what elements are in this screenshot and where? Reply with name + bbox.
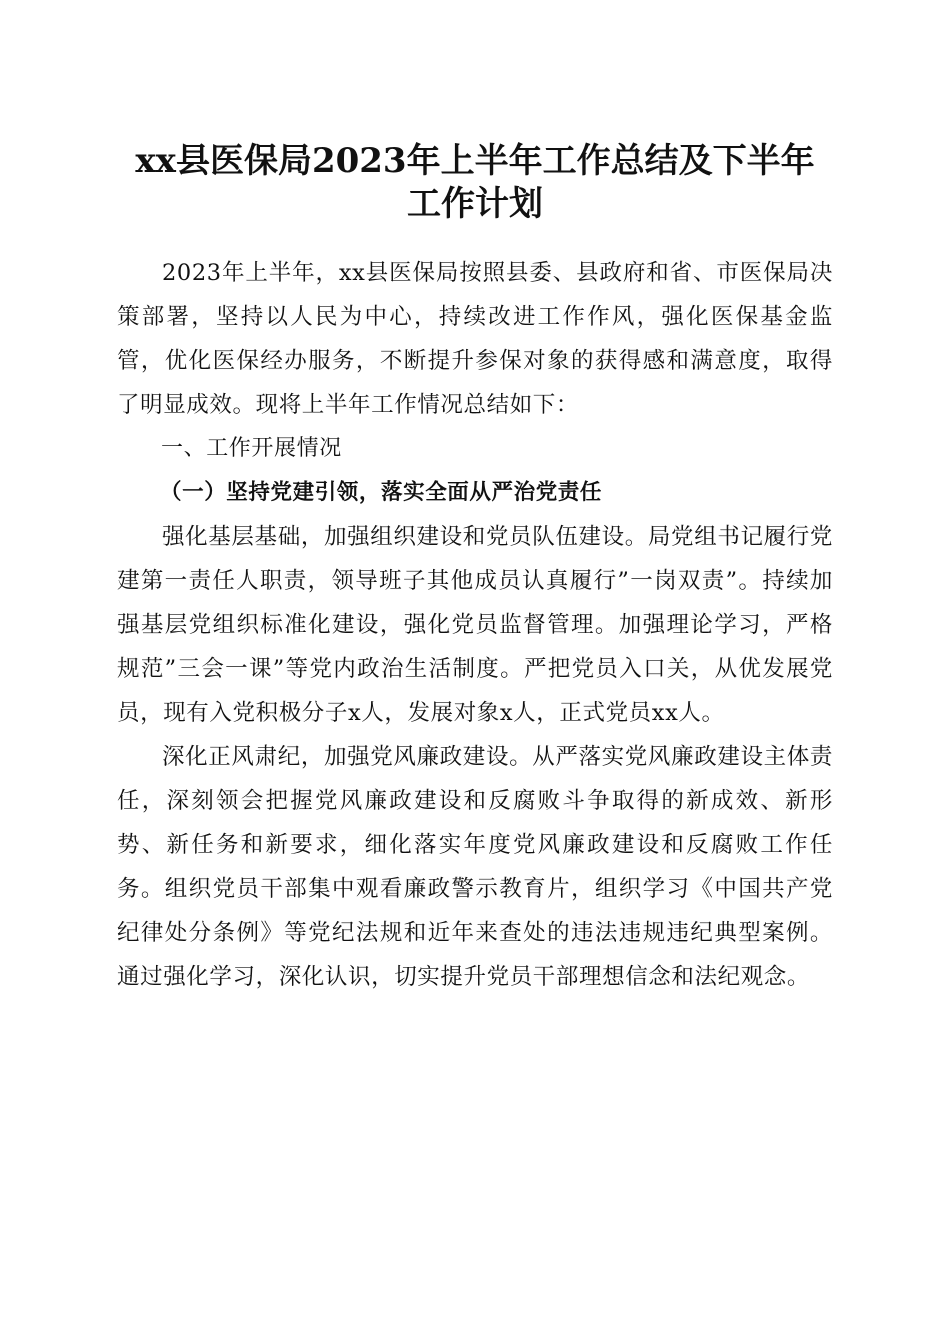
document-body [117, 251, 833, 999]
body-paragraph-1: 强化基层基础，加强组织建设和党员队伍建设。局党组书记履行党建第一责任人职责，领导班子其他成员认真履行”一岗双责”。持续加强基层党组织标准化建设，强化党员监督管理。加强理论学习，严格规范”三会一课”等党内政治生活制度。严把党员入口关，从优发展党员，现有入党积极分子x人，发展对象x人，正式党员xx人。 [117, 524, 833, 726]
document-title-line-1: xx县医保局2023年上半年工作总结及下半年 [135, 141, 815, 181]
body-paragraph-2: 深化正风肃纪，加强党风廉政建设。从严落实党风廉政建设主体责任，深刻领会把握党风廉政建设和反腐败斗争取得的新成效、新形势、新任务和新要求，细化落实年度党风廉政建设和反腐败工作任务。组织党员干部集中观看廉政警示教育片，组织学习《中国共产党纪律处分条例》等党纪法规和近年来查处的违法违规违纪典型案例。通过强化学习，深化认识，切实提升党员干部理想信念和法纪观念。 [117, 744, 833, 990]
section-heading-1: 一、工作开展情况 [161, 436, 342, 461]
intro-paragraph: 2023年上半年，xx县医保局按照县委、县政府和省、市医保局决策部署，坚持以人民为中心，持续改进工作作风，强化医保基金监管，优化医保经办服务，不断提升参保对象的获得感和满意度，取得了明显成效。现将上半年工作情况总结如下： [117, 260, 833, 418]
subsection-heading-1: （一）坚持党建引领，落实全面从严治党责任 [160, 480, 603, 505]
document-title-line-2: 工作计划 [407, 184, 543, 224]
